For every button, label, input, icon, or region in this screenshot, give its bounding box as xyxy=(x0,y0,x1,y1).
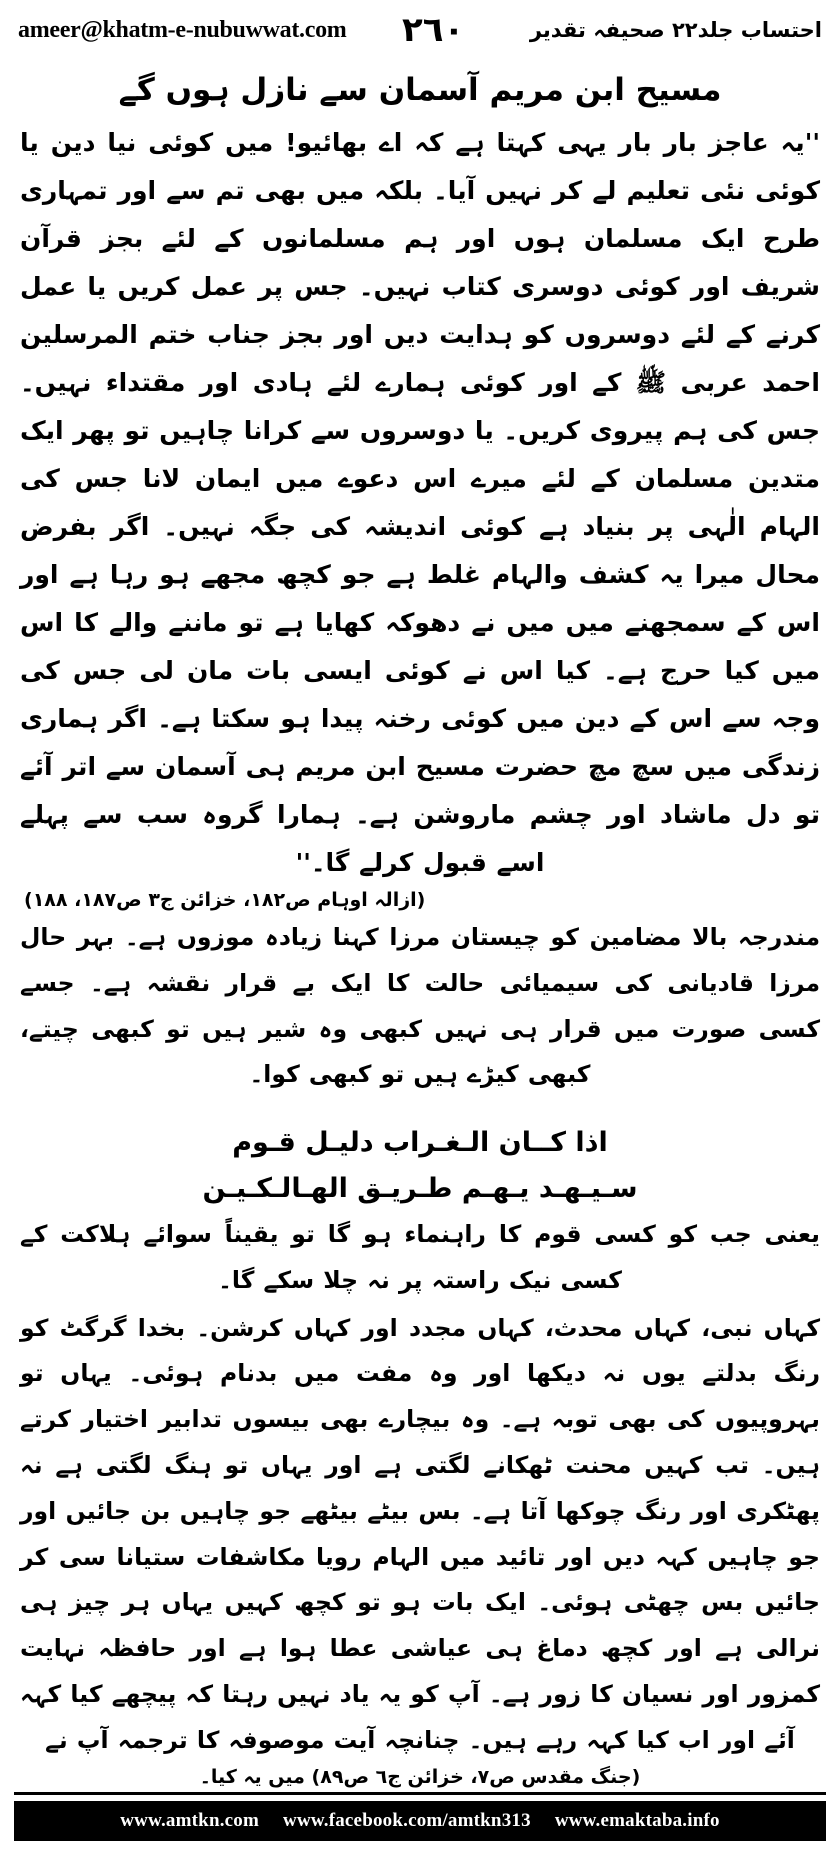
footer-link-facebook[interactable]: www.facebook.com/amtkn313 xyxy=(283,1809,531,1831)
page-header xyxy=(0,0,840,54)
footer-divider xyxy=(14,1792,826,1795)
page-footer xyxy=(0,1792,840,1851)
footer-link-website[interactable]: www.amtkn.com xyxy=(120,1809,260,1831)
arabic-verse-line-1: اذا كــان الـغـراب دلیـل قـوم xyxy=(232,1127,608,1159)
page-number: ٢٦٠ xyxy=(402,10,465,50)
header-email: ameer@khatm-e-nubuwwat.com xyxy=(18,16,347,43)
page-title: مسیح ابن مریم آسمان سے نازل ہوں گے xyxy=(118,72,722,108)
arabic-verse-line-2: سـیـهـد یـهـم طـریـق الهـالـكـیـن xyxy=(202,1173,638,1205)
explanation-paragraph: کہاں نبی، کہاں محدث، کہاں مجدد اور کہاں کرشن۔ بخدا گرگٹ کو رنگ بدلتے یوں نہ دیکھا اور وہ مفت میں بدنام ہوئی۔ یہاں تو بہروپیوں کی بھی توبہ ہے۔ وہ بیچارے بھی بیسوں تدابیر اختیار کرتے ہیں۔ تب کہیں محنت ٹھکانے لگتی ہے اور یہاں تو ہنگ لگتی ہے نہ پھٹکری اور رنگ چوکھا آتا ہے۔ بس بیٹے بیٹھے جو چاہیں بن جائیں اور جو چاہیں کہہ دیں اور تائید میں الہام رویا مکاشفات ستیانا سی کر جائیں بس چھٹی ہوئی۔ ایک بات ہو تو کچھ کہیں یہاں ہر چیز ہی نرالی ہے اور کچھ دماغ ہی عیاشی عطا ہوا ہے اور حافظہ نہایت کمزور اور نسیان کا زور ہے۔ آپ کو یہ یاد نہیں رہتا کہ پیچھے کیا کہہ آئے اور اب کیا کہہ رہے ہیں۔ چنانچہ آیت موصوفہ کا ترجمہ آپ نے xyxy=(20,1313,820,1754)
commentary-paragraph: مندرجہ بالا مضامین کو چیستان مرزا کہنا زیادہ موزوں ہے۔ بہر حال مرزا قادیانی کی سیمیائی حالت کا ایک بے قرار نقشہ ہے۔ جسے کسی صورت میں قرار ہی نہیں کبھی وہ شیر ہیں تو کبھی چیتے، کبھی کیڑے ہیں تو کبھی کوا۔ xyxy=(20,922,820,1089)
footer-links-bar xyxy=(14,1801,826,1841)
book-title: احتساب جلد٢٢ صحیفہ تقدیر xyxy=(529,18,822,42)
document-body xyxy=(0,58,840,1792)
reference-citation-1: (ازالہ اوہام ص١٨٢، خزائن ج٣ ص١٨٧، ١٨٨) xyxy=(24,888,426,911)
verse-translation: یعنی جب کو کسی قوم کا راہنماء ہو گا تو یقیناً سوائے ہلاکت کے کسی نیک راستہ پر نہ چلا سکے گا۔ xyxy=(20,1219,820,1294)
footer-link-emaktaba[interactable]: www.emaktaba.info xyxy=(554,1809,720,1831)
quote-paragraph: ''یہ عاجز بار بار یہی کہتا ہے کہ اے بھائیو! میں کوئی نیا دین یا کوئی نئی تعلیم لے کر نہیں آیا۔ بلکہ میں بھی تم سے اور تمہاری طرح ایک مسلمان ہوں اور ہم مسلمانوں کے لئے بجز قرآن شریف اور کوئی دوسری کتاب نہیں۔ جس پر عمل کریں یا عمل کرنے کے لئے دوسروں کو ہدایت دیں اور بجز جناب ختم المرسلین احمد عربی ﷺ کے اور کوئی ہمارے لئے ہادی اور مقتداء نہیں۔ جس کی ہم پیروی کریں۔ یا دوسروں سے کرانا چاہیں تو پھر ایک متدین مسلمان کے لئے میرے اس دعوے میں ایمان لانا جس کی الہام الٰہی پر بنیاد ہے کوئی اندیشہ کی جگہ نہیں۔ اگر بفرض محال میرا یہ کشف والہام غلط ہے جو کچھ مجھے ہو رہا ہے اور اس کے سمجھنے میں میں نے دھوکہ کھایا ہے تو ماننے والے کا اس میں کیا حرج ہے۔ کیا اس نے کوئی ایسی بات مان لی جس کی وجہ سے اس کے دین میں کوئی رخنہ پیدا ہو سکتا ہے۔ اگر ہماری زندگی میں سچ مچ حضرت مسیح ابن مریم ہی آسمان سے اتر آئے تو دل ماشاد اور چشم ماروشن ہے۔ ہمارا گروہ سب سے پہلے اسے قبول کرلے گا۔'' xyxy=(20,127,820,877)
section-spacer xyxy=(20,1100,820,1120)
reference-citation-2: (جنگ مقدس ص٧، خزائن ج٦ ص٨٩) میں یہ کیا۔ xyxy=(199,1765,641,1788)
